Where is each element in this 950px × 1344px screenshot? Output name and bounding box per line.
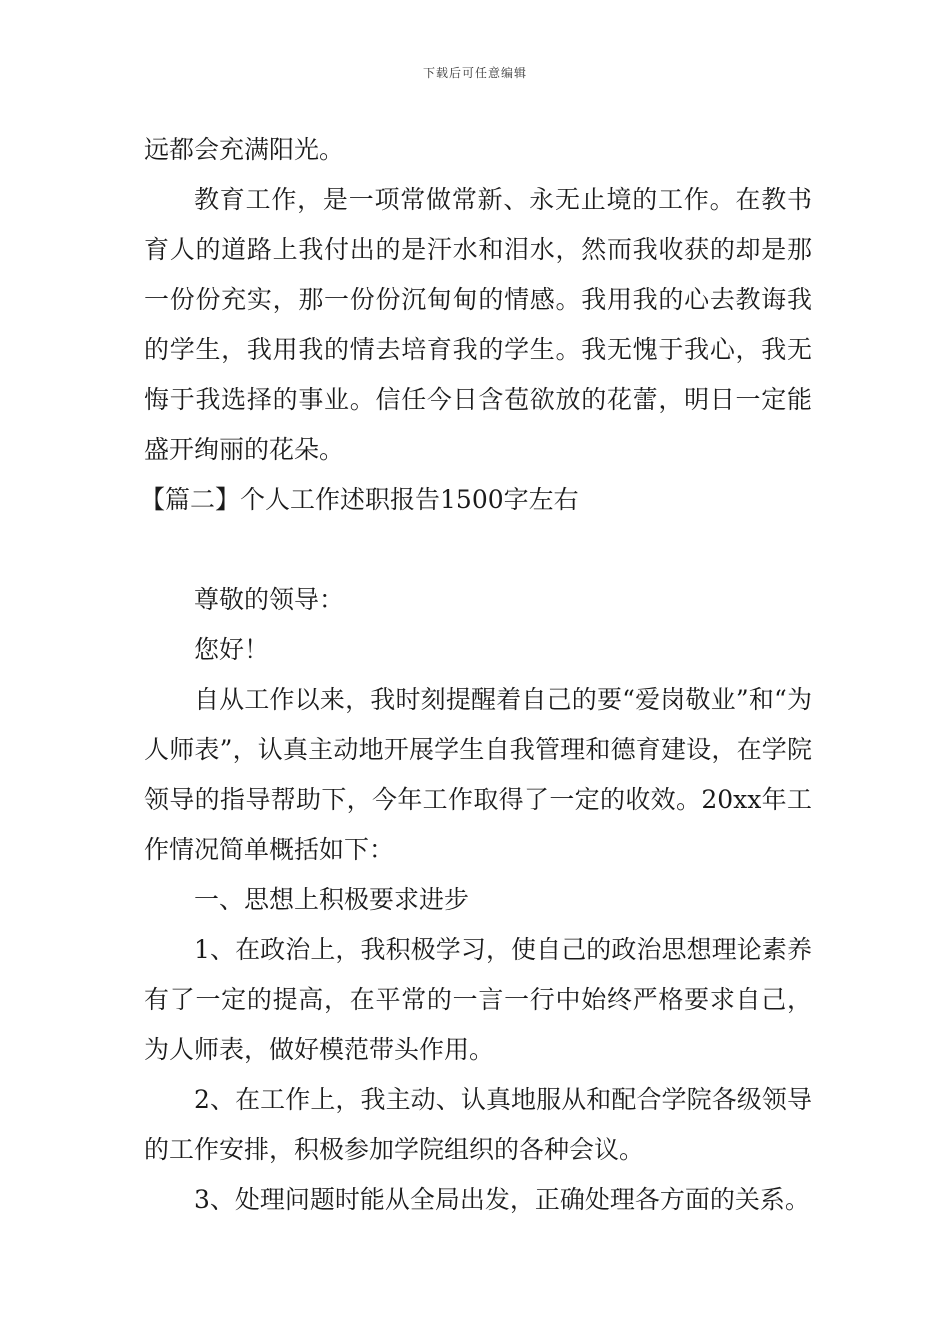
section-heading: 【篇二】个人工作述职报告1500字左右 (140, 485, 579, 514)
subheading-thought: 一、思想上积极要求进步 (194, 885, 470, 914)
greeting: 您好！ (194, 635, 270, 664)
list-item-1: 1、在政治上，我积极学习，使自己的政治思想理论素养有了一定的提高，在平常的一言一行中始终严格要求自己，为人师表，做好模范带头作用。 (144, 935, 812, 1064)
blank-line (144, 525, 812, 575)
paragraph-education-work: 教育工作，是一项常做常新、永无止境的工作。在教书育人的道路上我付出的是汗水和泪水，然而我收获的却是那一份份充实，那一份份沉甸甸的情感。我用我的心去教诲我的学生，我用我的情去培育我的学生。我无愧于我心，我无悔于我选择的事业。信任今日含苞欲放的花蕾，明日一定能盛开绚丽的花朵。 (144, 185, 812, 464)
paragraph-intro: 自从工作以来，我时刻提醒着自己的要“爱岗敬业”和“为人师表”，认真主动地开展学生自我管理和德育建设，在学院领导的指导帮助下，今年工作取得了一定的收效。20xx年工作情况简单概括如下： (144, 685, 812, 864)
salutation: 尊敬的领导： (194, 585, 345, 614)
list-item-3: 3、处理问题时能从全局出发，正确处理各方面的关系。 (194, 1185, 810, 1214)
document-body (140, 125, 812, 1225)
paragraph-continuation: 远都会充满阳光。 (144, 135, 345, 164)
page-header: 下载后可任意编辑 (422, 66, 527, 80)
list-item-2: 2、在工作上，我主动、认真地服从和配合学院各级领导的工作安排，积极参加学院组织的各种会议。 (144, 1085, 812, 1164)
